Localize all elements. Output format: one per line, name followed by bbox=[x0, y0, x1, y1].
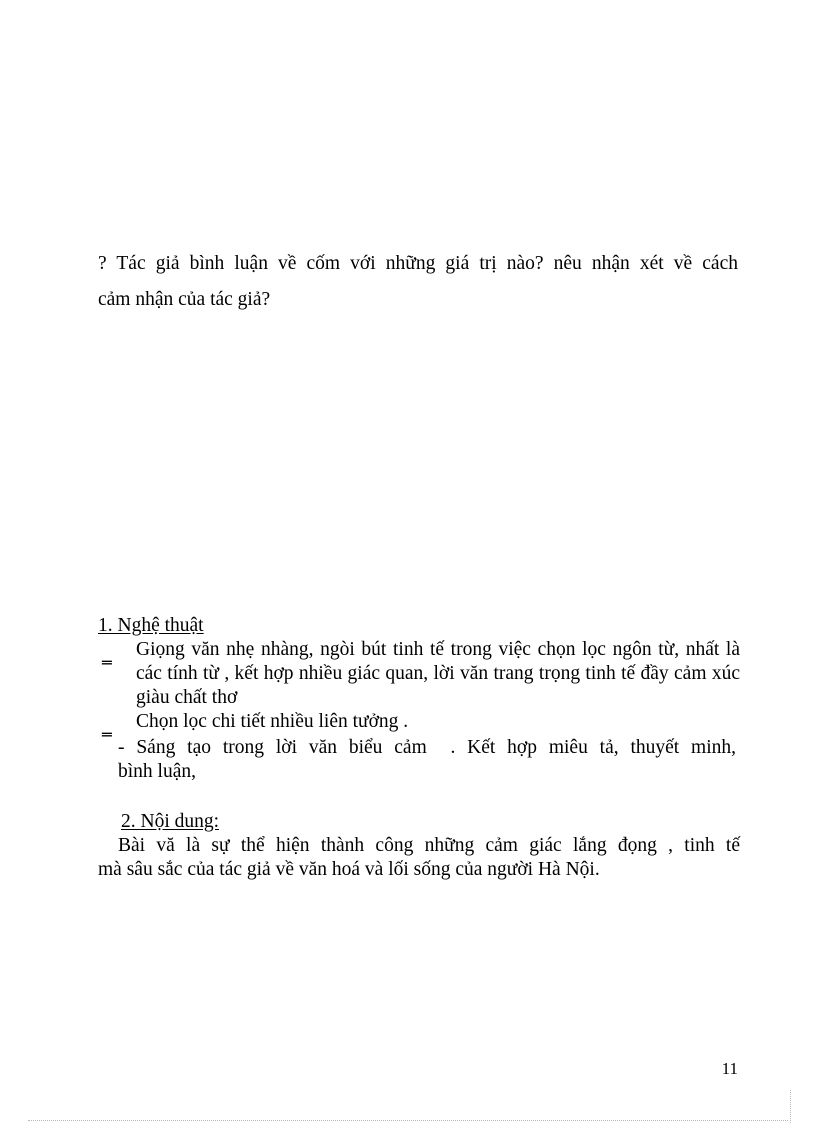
content-section-heading: 2. Nội dung: bbox=[121, 811, 220, 832]
art-bullet-item bbox=[98, 710, 740, 734]
page-number: 11 bbox=[721, 1059, 738, 1078]
question-line-1: ? Tác giả bình luận về cốm với những giá trị nào? nêu nhận xét về cách bbox=[98, 253, 738, 274]
content-paragraph bbox=[98, 834, 740, 882]
content-line-2: mà sâu sắc của tác giả về văn hoá và lối sống của người Hà Nội. bbox=[98, 859, 600, 880]
content-line-1: Bài vă là sự thể hiện thành công những cảm giác lắng đọng , tinh tế bbox=[118, 835, 740, 856]
art-dash-paragraph bbox=[118, 736, 736, 784]
art-dash-line-2: bình luận, bbox=[118, 761, 196, 782]
art-bullet-item bbox=[98, 638, 740, 710]
art-bullet-text: Giọng văn nhẹ nhàng, ngòi bút tinh tế trong việc chọn lọc ngôn từ, nhất là các tính từ , kết hợp nhiều giác quan, lời văn trang trọng tinh tế đầy cảm xúc giàu chất thơ bbox=[136, 639, 740, 708]
art-dash-line-1: - Sáng tạo trong lời văn biểu cảm . Kết hợp miêu tả, thuyết minh, bbox=[118, 737, 736, 758]
bullet-dash-icon: ‗ bbox=[102, 643, 112, 664]
art-bullet-text: Chọn lọc chi tiết nhiều liên tưởng . bbox=[136, 711, 409, 732]
bullet-dash-icon: ‗ bbox=[102, 715, 112, 736]
question-line-2: cảm nhận của tác giả? bbox=[98, 289, 271, 310]
margin-divider bbox=[790, 1090, 791, 1123]
question-paragraph bbox=[98, 246, 738, 318]
footer-divider bbox=[28, 1120, 788, 1121]
art-section-heading: 1. Nghệ thuật bbox=[98, 615, 204, 636]
